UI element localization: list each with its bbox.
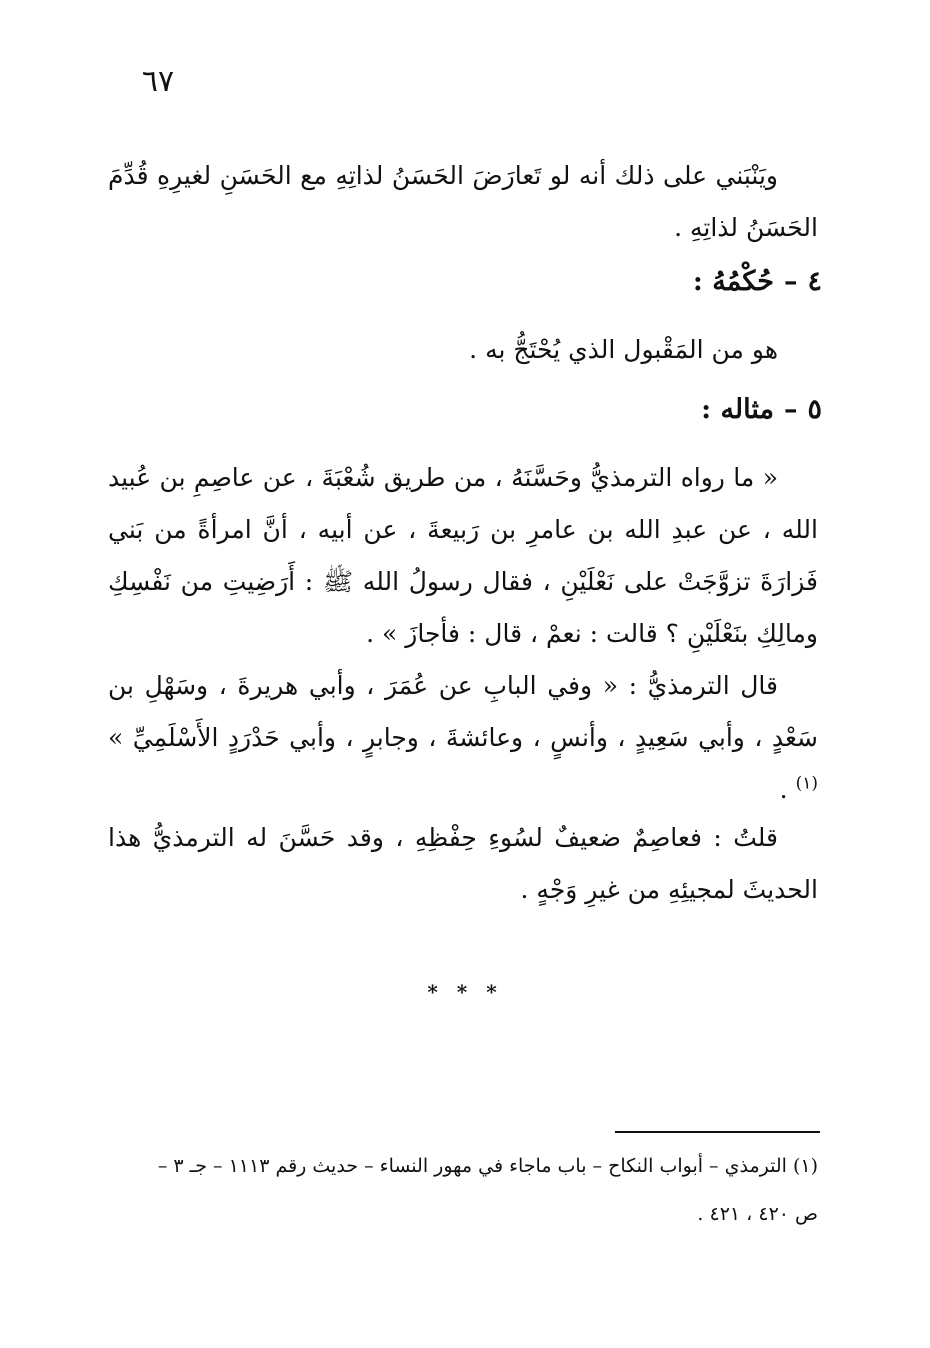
section-5-title: مثاله : — [701, 394, 774, 425]
section-4-heading — [693, 260, 822, 304]
tirmidhi-note-text: قال الترمذيُّ : « وفي البابِ عن عُمَرَ ، وأبي هريرةَ ، وسَهْلِ بن سَعْدٍ ، وأبي سَعِيدٍ ، وأنسٍ ، وعائشةَ ، وجابرٍ ، وأبي حَدْرَدٍ الأَسْلَمِيِّ » — [108, 671, 818, 752]
footnote-divider — [615, 1131, 820, 1133]
section-separator: * * * — [427, 980, 503, 1004]
section-4-title: حُكْمُهُ : — [692, 266, 774, 297]
tirmidhi-note — [108, 660, 818, 816]
footnote-reference: (١) — [795, 773, 818, 794]
section-5-dash: – — [783, 394, 798, 425]
hadith-quote: « ما رواه الترمذيُّ وحَسَّنَهُ ، من طريق شُعْبَةَ ، عن عاصِمِ بن عُبيد الله ، عن عبدِ الله بن عامرِ بن رَبيعةَ ، عن أبيه ، أنَّ امرأةً من بَني فَزارَةَ تزوَّجَتْ على نَعْلَيْنِ ، فقال رسولُ الله ﷺ : أَرَضِيتِ من نَفْسِكِ ومالِكِ بنَعْلَيْنِ ؟ قالت : نعمْ ، قال : فأجازَ » . — [108, 463, 818, 648]
intro-paragraph: ويَنْبَني على ذلك أنه لو تَعارَضَ الحَسَنُ لذاتِهِ مع الحَسَنِ لغيرِهِ قُدِّمَ الحَسَنُ لذاتِهِ . — [108, 161, 818, 242]
section-4-body: هو من المَقْبول الذي يُحْتَجُّ به . — [469, 335, 778, 364]
tirmidhi-note-end: . — [779, 775, 796, 804]
section-4-dash: – — [783, 266, 798, 297]
author-comment: قلتُ : فعاصِمٌ ضعيفٌ لسُوءِ حِفْظِهِ ، وقد حَسَّنَ له الترمذيُّ هذا الحديثَ لمجيئِهِ من غيرِ وَجْهٍ . — [108, 823, 818, 904]
page-number: ٦٧ — [141, 64, 175, 99]
footnote-line-1: (١) الترمذي – أبواب النكاح – باب ماجاء في مهور النساء – حديث رقم ١١١٣ – جـ ٣ – — [157, 1155, 818, 1177]
section-4-number: ٤ — [807, 266, 822, 297]
section-5-heading — [701, 388, 822, 432]
footnote-line-2: ص ٤٢٠ ، ٤٢١ . — [697, 1203, 818, 1225]
section-5-number: ٥ — [807, 394, 822, 425]
